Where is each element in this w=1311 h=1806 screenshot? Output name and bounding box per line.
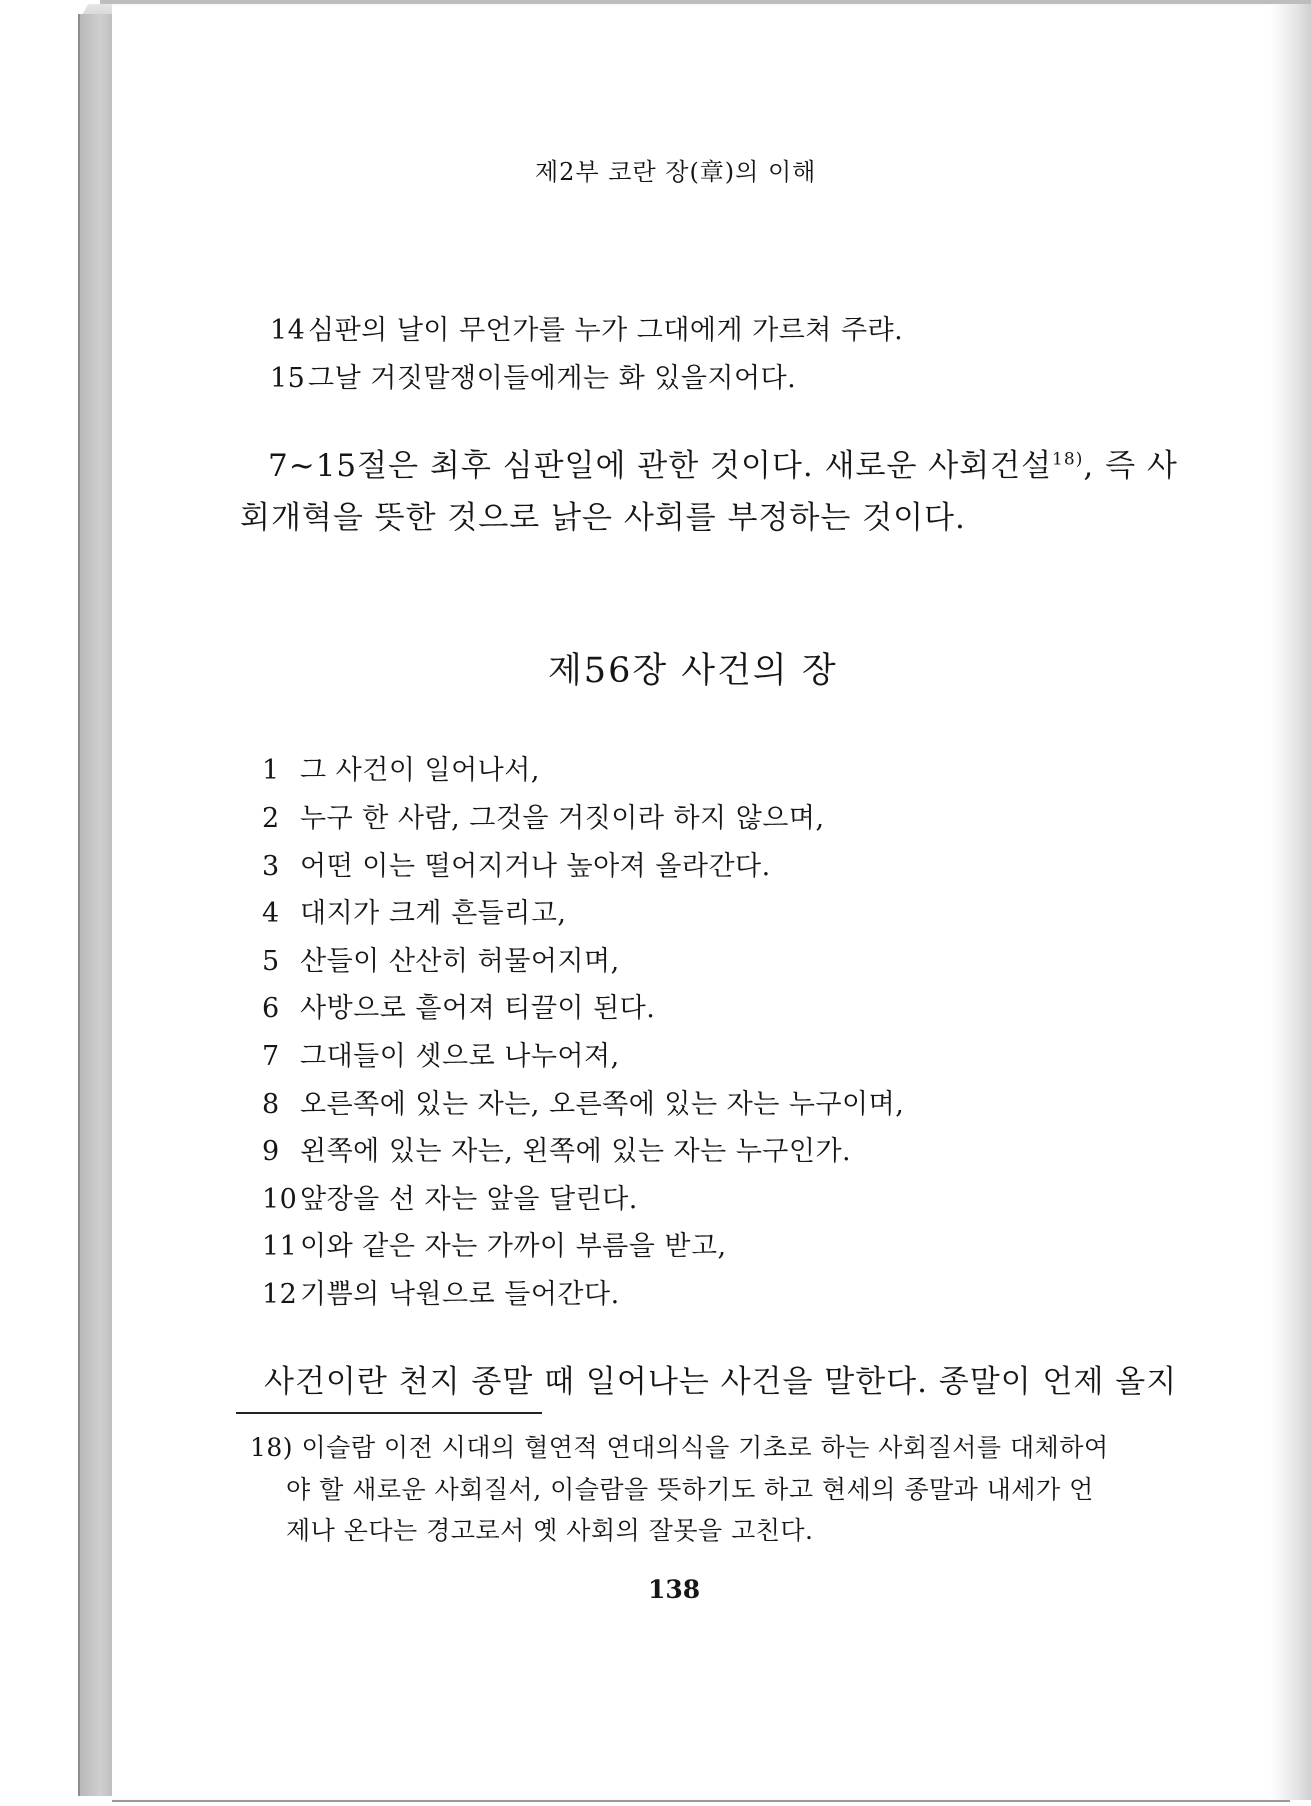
- verse-text: 그날 거짓말쟁이들에게는 화 있을지어다.: [308, 363, 797, 394]
- verse-number: 14: [270, 315, 306, 346]
- verse-number: 1: [262, 755, 280, 786]
- verse-line: [262, 939, 620, 978]
- footnote-text: 야 할 새로운 사회질서, 이슬람을 뜻하기도 하고 현세의 종말과 내세가 언: [286, 1475, 1094, 1504]
- verse-number: 5: [262, 946, 280, 977]
- commentary-line: [240, 492, 966, 537]
- book-spine: [78, 14, 114, 1796]
- verse-line: [262, 844, 771, 883]
- verse-line: [262, 891, 567, 930]
- footnote-line: [286, 1470, 1094, 1506]
- footnote-line: [250, 1428, 1109, 1464]
- commentary-line: [264, 1356, 1177, 1401]
- page-number: 138: [648, 1575, 701, 1604]
- footnote-text: 이슬람 이전 시대의 혈연적 연대의식을 기초로 하는 사회질서를 대체하여: [301, 1433, 1109, 1462]
- verse-line: [262, 1224, 727, 1263]
- commentary-text: 7~15절은 최후 심판일에 관한 것이다. 새로운 사회건설: [268, 448, 1053, 484]
- verse-text: 대지가 크게 흔들리고,: [300, 898, 567, 929]
- running-head: 제2부 코란 장(章)의 이해: [535, 158, 817, 186]
- commentary-text: 회개혁을 뜻한 것으로 낡은 사회를 부정하는 것이다.: [240, 500, 966, 536]
- page-edge-shadow: [1270, 4, 1311, 1800]
- verse-line: [262, 1129, 851, 1168]
- verse-line: [262, 748, 540, 787]
- verse-number: 3: [262, 851, 280, 882]
- verse-line: [262, 1034, 620, 1073]
- verse-text: 누구 한 사람, 그것을 거짓이라 하지 않으며,: [300, 803, 825, 834]
- verse-number: 15: [270, 363, 306, 394]
- verse-number: 8: [262, 1089, 280, 1120]
- verse-line: [262, 1272, 620, 1311]
- verse-text: 왼쪽에 있는 자는, 왼쪽에 있는 자는 누구인가.: [300, 1136, 852, 1167]
- verse-line: [270, 356, 796, 395]
- footnote-rule: [236, 1412, 542, 1414]
- verse-number: 11: [262, 1231, 298, 1262]
- verse-text: 기쁨의 낙원으로 들어간다.: [300, 1279, 620, 1310]
- verse-text: 앞장을 선 자는 앞을 달린다.: [300, 1184, 638, 1215]
- commentary-text: 사건이란 천지 종말 때 일어나는 사건을 말한다. 종말이 언제 올지: [264, 1364, 1178, 1400]
- verse-number: 9: [262, 1136, 280, 1167]
- verse-line: [270, 308, 903, 347]
- commentary-line: [268, 440, 1178, 485]
- footnote-reference[interactable]: 18): [1052, 449, 1084, 470]
- verse-number: 10: [262, 1184, 298, 1215]
- verse-text: 이와 같은 자는 가까이 부름을 받고,: [300, 1231, 727, 1262]
- verse-text: 그 사건이 일어나서,: [300, 755, 540, 786]
- verse-number: 2: [262, 803, 280, 834]
- verse-text: 오른쪽에 있는 자는, 오른쪽에 있는 자는 누구이며,: [300, 1089, 905, 1120]
- commentary-text: , 즉 사: [1083, 448, 1178, 484]
- verse-text: 그대들이 셋으로 나누어져,: [300, 1041, 620, 1072]
- verse-text: 산들이 산산히 허물어지며,: [300, 946, 620, 977]
- verse-number: 12: [262, 1279, 298, 1310]
- verse-line: [262, 796, 825, 835]
- verse-line: [262, 986, 655, 1025]
- verse-line: [262, 1177, 638, 1216]
- verse-number: 4: [262, 898, 280, 929]
- verse-number: 6: [262, 993, 280, 1024]
- verse-text: 어떤 이는 떨어지거나 높아져 올라간다.: [300, 851, 771, 882]
- verse-text: 사방으로 흩어져 티끌이 된다.: [300, 993, 656, 1024]
- verse-number: 7: [262, 1041, 280, 1072]
- footnote-text: 제나 온다는 경고로서 옛 사회의 잘못을 고친다.: [286, 1516, 814, 1545]
- footnote-line: [286, 1511, 813, 1547]
- verse-text: 심판의 날이 무언가를 누가 그대에게 가르쳐 주랴.: [308, 315, 904, 346]
- verse-line: [262, 1082, 904, 1121]
- footnote-marker: 18): [250, 1433, 294, 1462]
- chapter-title: 제56장 사건의 장: [548, 651, 838, 691]
